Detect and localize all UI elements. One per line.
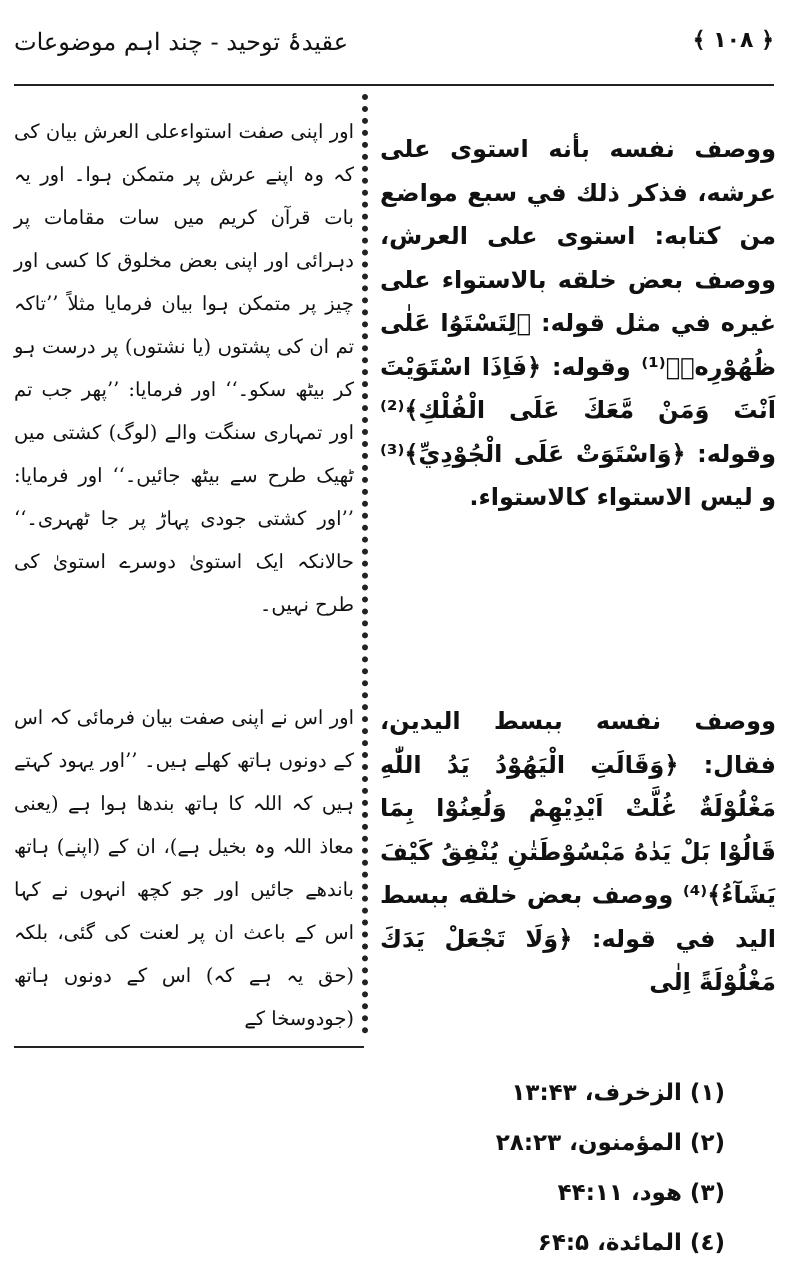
urdu-paragraph-1: اور اپنی صفت استواءعلی العرش بیان کی کہ وہ اپنے عرش پر متمکن ہوا۔ اور یہ بات قرآن کریم میں سات مقامات پر دہرائی اور اپنی بعض مخلوق کا کسی اور چیز پر متمکن ہوا بیان فرمایا مثلاً ’’تاکہ تم ان کی پشتوں (یا نشتوں) پر درست ہو کر بیٹھ سکو۔‘‘ اور فرمایا: ’’پھر جب تم اور تمہاری سنگت والے (لوگ) کشتی میں ٹھیک طرح سے بیٹھ جائیں۔‘‘ اور فرمایا: ’’اور کشتی جودی پہاڑ پر جا ٹھہری۔‘‘ حالانکہ ایک استویٰ دوسرے استویٰ کی طرح نہیں۔ (14, 120, 354, 616)
footnotes (325, 1068, 725, 1268)
footnote-3: (٣) هود، ۴۴:۱۱ (557, 1180, 725, 1206)
arabic-column-2 (380, 700, 776, 1005)
arabic-column (380, 128, 776, 520)
running-title: عقیدۂ توحید - چند اہم موضوعات (14, 28, 349, 56)
footnote-2: (٢) المؤمنون، ۲۸:۲۳ (495, 1130, 725, 1156)
column-divider (362, 94, 368, 1034)
page-header (14, 28, 774, 72)
urdu-paragraph-2: اور اس نے اپنی صفت بیان فرمائی کہ اس کے دونوں ہاتھ کھلے ہیں۔ ’’اور یہود کہتے ہیں کہ اللہ کا ہاتھ بندھا ہوا ہے (یعنی معاذ اللہ وہ بخیل ہے)، ان کے (اپنے) ہاتھ باندھے جائیں اور جو کچھ انہوں نے کہا اس کے باعث ان پر لعنت کی گئی، بلکہ (حق یہ ہے کہ) اس کے دونوں ہاتھ (جودوسخا کے (14, 706, 354, 1030)
footnote-rule (14, 1046, 364, 1048)
arabic-paragraph-2: ووصف نفسه ببسط اليدين، فقال: ﴿وَقَالَتِ الْيَهُوْدُ يَدُ اللّٰهِ مَغْلُوْلَةٌ غُلَّتْ اَيْدِيْهِمْ وَلُعِنُوْا بِمَا قَالُوْا بَلْ يَدٰهُ مَبْسُوْطَتٰنِ يُنْفِقُ كَيْفَ يَشَآءُ﴾⁽⁴⁾ ووصف بعض خلقه ببسط اليد في قوله: ﴿وَلَا تَجْعَلْ يَدَكَ مَغْلُوْلَةً اِلٰى (380, 707, 776, 996)
header-rule (14, 84, 774, 86)
arabic-paragraph-1: ووصف نفسه بأنه استوى على عرشه، فذكر ذلك في سبع مواضع من كتابه: استوى على العرش، ووصف بعض خلقه بالاستواء على غيره في مثل قوله: ﴿لِتَسْتَوُا عَلٰى ظُهُوْرِهٖ﴾⁽¹⁾ وقوله: ﴿فَاِذَا اسْتَوَيْتَ اَنْتَ وَمَنْ مَّعَكَ عَلَى الْفُلْكِ﴾⁽²⁾ وقوله: ﴿وَاسْتَوَتْ عَلَى الْجُوْدِيِّ﴾⁽³⁾ و ليس الاستواء كالاستواء. (380, 135, 776, 511)
urdu-column-2 (14, 696, 354, 1040)
footnote-1: (١) الزخرف، ۱۳:۴۳ (511, 1080, 725, 1106)
page-number: ﴿ ۱۰۸ ﴾ (692, 28, 774, 53)
footnote-4: (٤) المائدة، ۶۴:۵ (537, 1230, 725, 1256)
urdu-column (14, 110, 354, 626)
